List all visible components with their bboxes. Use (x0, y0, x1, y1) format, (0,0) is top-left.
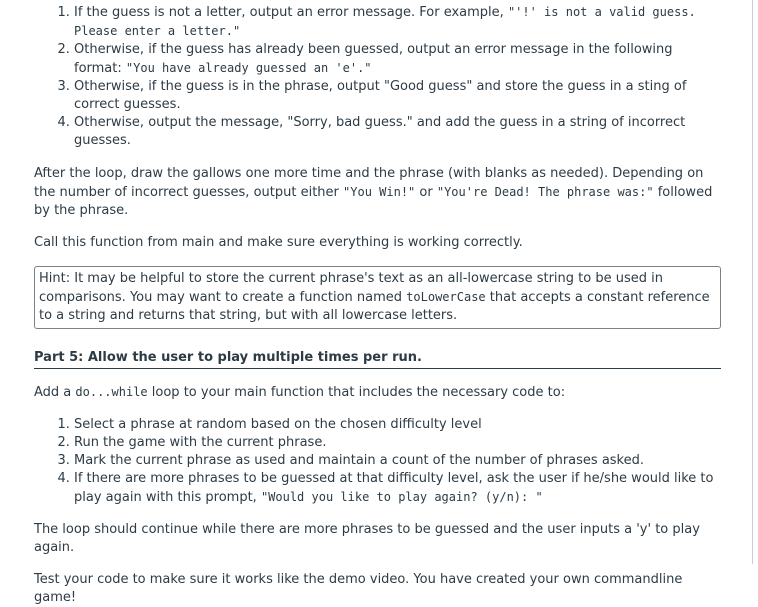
loop-continue-paragraph: The loop should continue while there are more phrases to be guessed and the user inputs a 'y' to play again. (34, 522, 700, 555)
list-item: 2. Run the game with the current phrase. (74, 434, 721, 452)
list-item (74, 41, 721, 78)
rule-text: If the guess is not a letter, output an error message. For example, (74, 5, 508, 20)
play-again-prompt: "Would you like to play again? (y/n): " (260, 490, 543, 504)
list-item (74, 3, 721, 41)
assignment-content (34, 0, 721, 607)
call-function-paragraph: Call this function from main and make sure everything is working correctly. (34, 235, 523, 250)
error-message-format: "You have already guessed an 'e'." (125, 61, 372, 75)
function-name: toLowerCase (406, 290, 486, 304)
list-item: 3. Mark the current phrase as used and maintain a count of the number of phrases asked. (74, 452, 721, 470)
do-while-keyword: do...while (75, 385, 148, 399)
after-loop-paragraph: After the loop, draw the gallows one more time and the phrase (with blanks as needed). Depending on the number of incorrect guesses, output either "You Win!" or "You're Dead! The phrase was:" followed by the phrase. (34, 166, 713, 218)
list-item: 1. Select a phrase at random based on the chosen difficulty level (74, 416, 721, 434)
test-paragraph: Test your code to make sure it works like the demo video. You have created your own commandline game! (34, 572, 683, 605)
hint-box: Hint: It may be helpful to store the current phrase's text as an all-lowercase string to be used in comparisons. You may want to create a function named toLowerCase that accepts a constant reference to a string and returns that string, but with all lowercase letters. (34, 266, 721, 329)
right-border (752, 0, 753, 564)
win-message: "You Win!" (343, 185, 416, 199)
rule-text: Otherwise, if the guess has already been guessed, output an error message in the following format: (74, 42, 673, 76)
dead-message: "You're Dead! The phrase was:" (436, 185, 654, 199)
part5-intro: Add a do...while loop to your main function that includes the necessary code to: (34, 385, 566, 400)
part5-steps-list (34, 416, 721, 507)
list-item: 4. Otherwise, output the message, "Sorry, bad guess." and add the guess in a string of incorrect guesses. (74, 114, 721, 150)
list-item: 4. If there are more phrases to be guessed at that difficulty level, ask the user if he/she would like to play again with this prompt, "Would you like to play again? (y/n): " (74, 470, 721, 507)
error-message-example: "'!' is not a valid guess. Please enter a letter." (74, 5, 696, 38)
guess-rules-list (34, 3, 721, 150)
list-item: 3. Otherwise, if the guess is in the phrase, output "Good guess" and store the guess in a sting of correct guesses. (74, 78, 721, 114)
part5-heading: Part 5: Allow the user to play multiple times per run. (34, 349, 721, 369)
